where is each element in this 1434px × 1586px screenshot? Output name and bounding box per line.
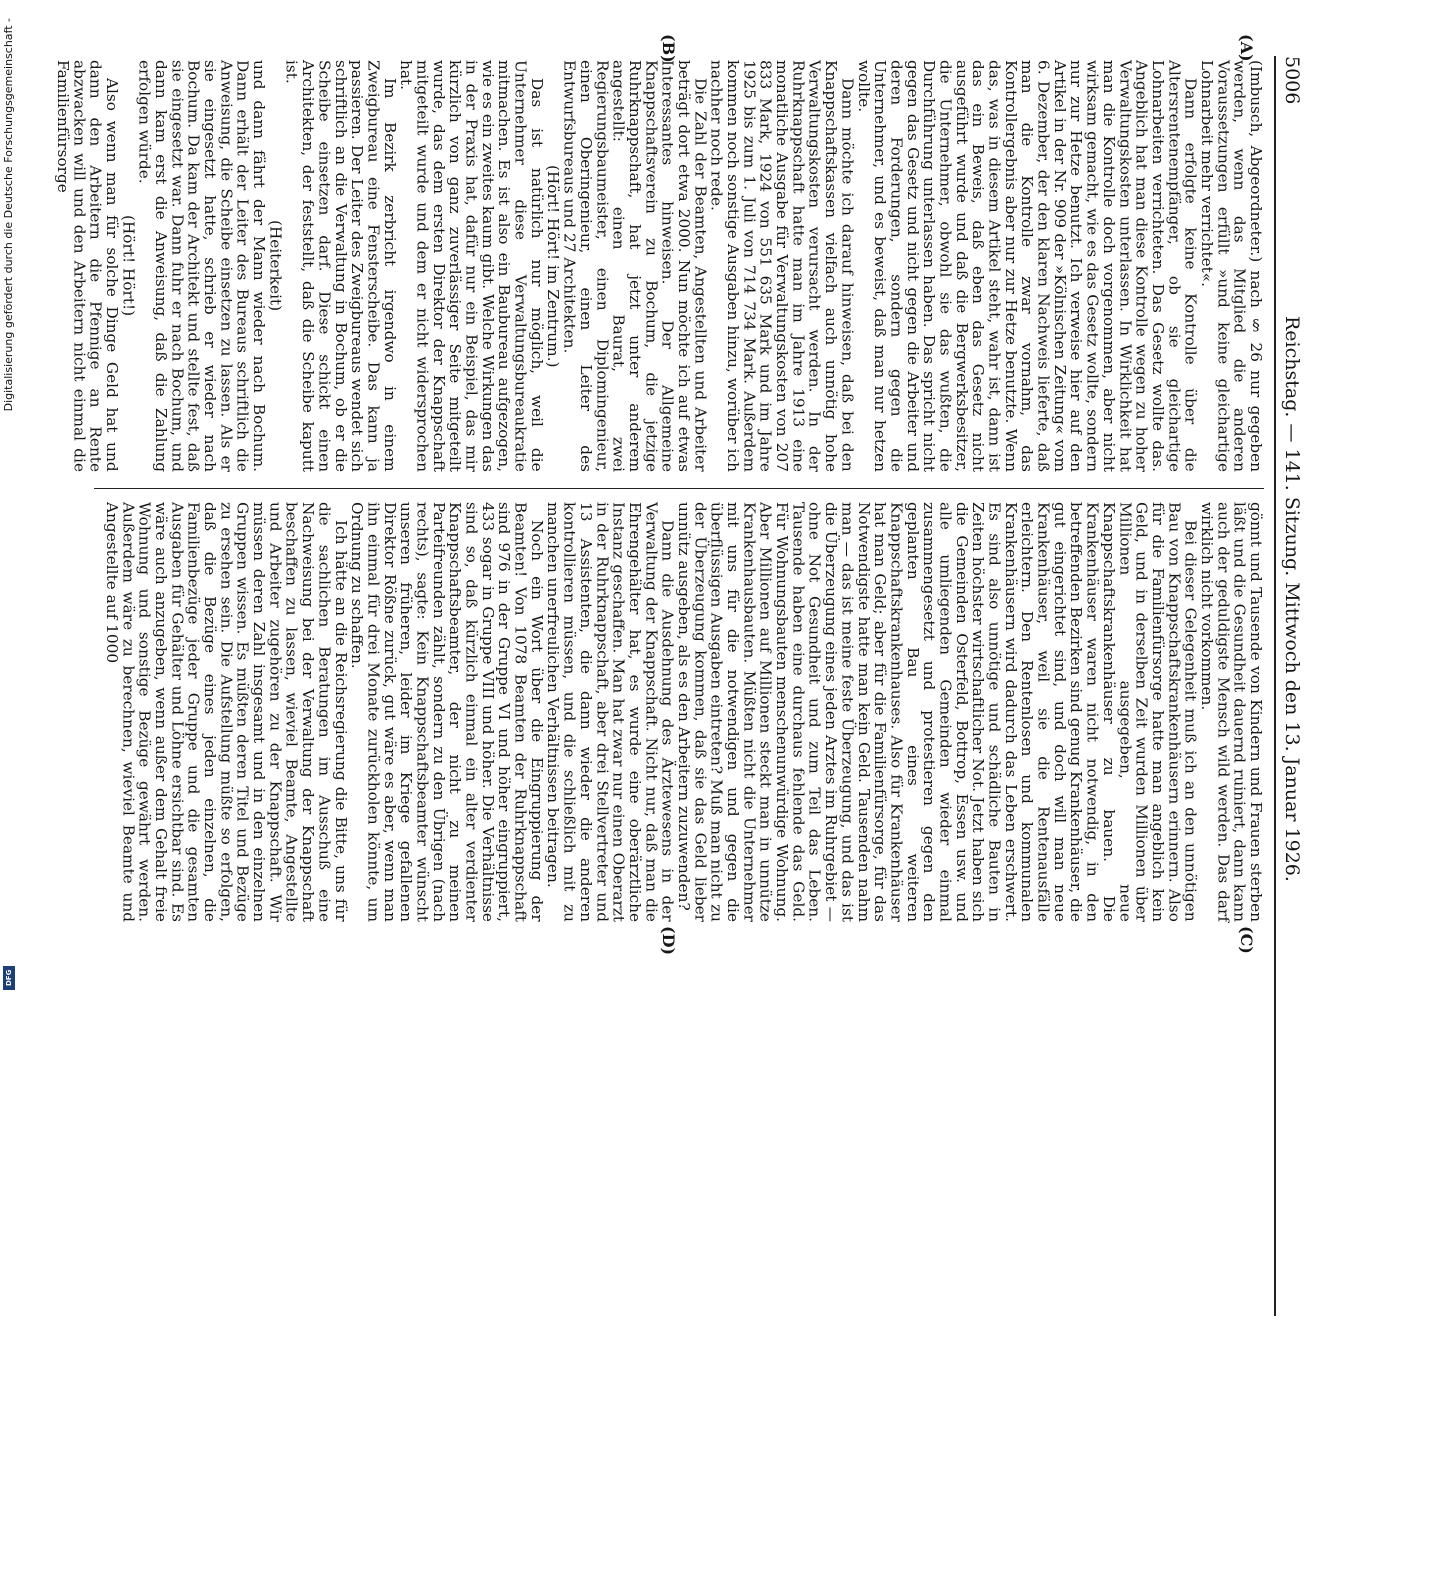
column-left	[53, 60, 1265, 472]
paragraph: Also wenn man für solche Dinge Geld hat und dann den Arbeitern die Pfennige an Rente abzwacken will und den Arbeitern nicht einmal die Familienfürsorge	[53, 60, 121, 472]
interjection: (Heiterkeit)	[266, 220, 285, 312]
paragraph: Dann die Ausdehnung des Ärztewesens in der Verwaltung der Knappschaft. Nicht nur, daß man die Ehrengehälter hat, es wurde eine oberärztliche Instanz geschaffen. Man hat zwar nur einen Oberarzt in der Ruhrknappschaft, aber drei Stellvertreter und 13 Assistenten, die dann wieder die anderen kontrollieren müssen, und die schließlich mit zu manchen unerfreulichen Verhältnissen beitragen.	[544, 502, 677, 922]
paragraph: Noch ein Wort über die Eingruppierung der Beamten! Von 1078 Beamten der Ruhrknappschaft sind 976 in der Gruppe VI und höher eingruppiert, 433 sogar in Gruppe VIII und höher. Die Verhältnisse sind so, daß kürzlich einmal ein alter verdienter Knappschaftsbeamter, der nicht zu meinen Parteifreunden zählt, sondern zu den Übrigen (nach rechts), sagte: Kein Knappschaftsbeamter wünscht unseren früheren, leider im Kriege gefallenen Direktor Rößne zurück, gut wäre es aber, wenn man ihn einmal für drei Monate zurückholen könnte, um Ordnung zu schaffen.	[348, 502, 546, 922]
interjection: (Hört! Hört!)	[119, 215, 138, 317]
header-rule	[1274, 56, 1276, 1316]
column-right	[92, 502, 1264, 922]
digitization-sidebar	[2, 0, 16, 1000]
paragraph: (Imbusch, Abgeordneter.) nach § 26 nur gegeben werden, wenn das Mitglied die anderen Voraussetzungen erfüllt »und keine gleichartige Lohnarbeit mehr verrichtet«.	[1197, 60, 1265, 472]
rotated-document-page	[53, 34, 1358, 956]
margin-mark-a: (A)	[1237, 34, 1256, 62]
paragraph: Ich hätte an die Reichsregierung die Bitte, uns für die sachlichen Beratungen im Ausschuß eine Nachweisung bei der Verwaltung der Knappschaft beschaffen zu lassen, wieviel Beamte, Angestellte und Arbeiter zugehören zu der Knappschaft. Wir müssen deren Zahl insgesamt und in den einzelnen Gruppen wissen. Es müßten deren Titel und Bezüge zu ersehen sein. Die Aufstellung müßte so erfolgen, daß die Bezüge eines jeden einzelnen, die Familienbezüge jeder Gruppe und die gesamten Ausgaben für Gehälter und Löhne ersichtbar sind. Es wäre auch anzugeben, wenn außer dem Gehalt freie Wohnung und sonstige Bezüge gewährt werden. Außerdem wäre zu berechnen, wieviel Beamte und Angestellte auf 1000	[102, 502, 350, 922]
paragraph: Dann möchte ich darauf hinweisen, daß bei den Knappschaftskassen vielfach auch unnötig hohe Verwaltungskosten verursacht werden. In der Ruhrknappschaft hatte man im Jahre 1913 eine monatliche Ausgabe für Verwaltungskosten von 207 833 Mark, 1924 von 551 635 Mark und im Jahre 1925 bis zum 1. Juli von 714 734 Mark. Außerdem kommen noch sonstige Ausgaben hinzu, worüber ich nachher noch rede.	[707, 60, 857, 472]
paragraph: und dann fährt der Mann wieder nach Bochum. Dann erhält der Leiter des Bureaus schriftlich die Anweisung, die Scheibe einsetzen zu lassen. Als er sie eingesetzt hatte, schrieb er wieder nach Bochum. Da kam der Architekt und stellte fest, daß sie eingesetzt war. Dann fuhr er nach Bochum, und dann kam erst die Anweisung, daß die Zahlung erfolgen würde.	[135, 60, 269, 472]
paragraph: Bei dieser Gelegenheit muß ich an den unnötigen Bau von Knappschaftskrankenhäusern erinnern. Also für die Familienfürsorge hatte man angeblich kein Geld, und in derselben Zeit wurden Millionen über Millionen ausgegeben, neue Knappschaftskrankenhäuser zu bauen. Die Krankenhäuser waren nicht notwendig, in den betreffenden Bezirken sind genug Krankenhäuser, die gut eingerichtet sind, und doch will man neue Krankenhäuser, weil sie die Rentenausfälle erleichtern. Den Rentenlosen und kommunalen Krankenhäusern wird dadurch das Leben erschwert. Es sind also unnötige und schädliche Bauten in Zeiten höchster wirtschaftlicher Not. Jetzt haben sich die Gemeinden Osterfeld, Bottrop, Essen usw. und alle umliegenden Gemeinden wieder einmal zusammengesetzt und protestieren gegen den geplanten Bau eines weiteren Knappschaftskrankenhauses. Also für Krankenhäuser hat man Geld; aber für die Familienfürsorge, für das Notwendigste hatte man kein Geld. Tausenden nahm man — das ist meine feste Überzeugung, und das ist die Überzeugung eines jeden Arztes im Ruhrgebiet — ohne Not Gesundheit und zum Teil das Leben. Tausende haben eine durchaus fehlende das Geld. Für Wohnungsbauten menschenunwürdige Wohnung. Aber Millionen auf Millionen steckt man in unnütze Krankenhausbauten. Müßten nicht die Unternehmer mit uns für die notwendigen und gegen die überflüssigen Ausgaben eintreten? Muß man nicht zu der Überzeugung kommen, daß sie das Geld lieber unnütz ausgeben, als es den Arbeitern zuzuwenden?	[674, 502, 1200, 922]
running-header-title: Reichstag. — 141. Sitzung. Mittwoch den 13. Januar 1926.	[1281, 316, 1303, 882]
page-number: 5006	[1281, 56, 1303, 105]
dfg-logo-icon: DFG	[3, 966, 15, 990]
paragraph: Das ist natürlich nur möglich, weil die Unternehmer diese Verwaltungsbureaukratie mitmachen. Es ist also ein Baubureau aufgezogen, wie es ein zweites kaum gibt. Welche Wirkungen das in der Praxis hat, dafür nur ein Beispiel, das mir kürzlich von ganz zuverlässiger Seite mitgeteilt wurde, das dem ersten Direktor der Knappschaft mitgeteilt wurde und dem er nicht widersprochen hat.	[397, 60, 546, 472]
column-divider	[94, 488, 1264, 489]
paragraph: Die Zahl der Beamten, Angestellten und Arbeiter beträgt dort etwa 2000. Nun möchte ich auf etwas Interessantes hinweisen. Der Allgemeine Knappschaftsverein zu Bochum, die jetzige Ruhrknappschaft, hat jetzt unter anderem angestellt: einen Baurat, zwei Regierungsbaumeister, einen Diplomingenieur, einen Oberingenieur, einen Leiter des Entwurfsbureaus und 27 Architekten.	[560, 60, 710, 472]
interjection: (Hört! Hört! im Zentrum.)	[544, 164, 563, 368]
funding-note: Digitalisierung gefördert durch die Deutsche Forschungsgemeinschaft -	[2, 18, 15, 412]
paragraph: Dann erfolgte keine Kontrolle über die Altersrentenempfänger, ob sie gleichartige Lohnarbeiten verrichteten. Das Gesetz wollte das. Angeblich hat man diese Kontrolle wegen zu hoher Verwaltungskosten unterlassen. In Wirklichkeit hat man die Kontrolle doch vorgenommen, aber nicht wirksam gemacht, wie es das Gesetz wollte, sondern nur zur Hetze benutzt. Ich verweise hier auf den Artikel in der Nr. 909 der »Kölnischen Zeitung« vom 6. Dezember, der den klaren Nachweis lieferte, daß man die Kontrolle zwar vornahm, das Kontrollergebnis aber nur zur Hetze benutzte. Wenn das, was in diesem Artikel steht, wahr ist, dann ist das ein Beweis, daß eben das Gesetz nicht ausgeführt wurde und daß die Bergwerksbesitzer, die Unternehmer, obwohl sie das wußten, die Durchführung unterlassen haben. Das spricht nicht gegen das Gesetz und nicht gegen die Arbeiter und deren Forderungen, sondern gegen die Unternehmer, und es beweist, daß man nur hetzen wollte.	[854, 60, 1200, 472]
margin-mark-d: (D)	[659, 926, 678, 956]
margin-mark-b: (B)	[659, 34, 678, 63]
paragraph: gönnt und Tausende von Kindern und Frauen sterben läßt und die Gesundheit dauernd ruiniert, dann kann auch der geduldigste Mensch wild werden. Das darf wirklich nicht vorkommen.	[1197, 502, 1265, 922]
paragraph: Im Bezirk zerbricht irgendwo in einem Zweigbureau eine Fensterscheibe. Das kann ja passieren. Der Leiter des Zweigbureaus wendet sich schriftlich an die Verwaltung in Bochum, ob er die Scheibe einsetzen darf. Diese schickt einen Architekten, der feststellt, daß die Scheibe kaputt ist.	[282, 60, 399, 472]
margin-mark-c: (C)	[1237, 926, 1256, 954]
